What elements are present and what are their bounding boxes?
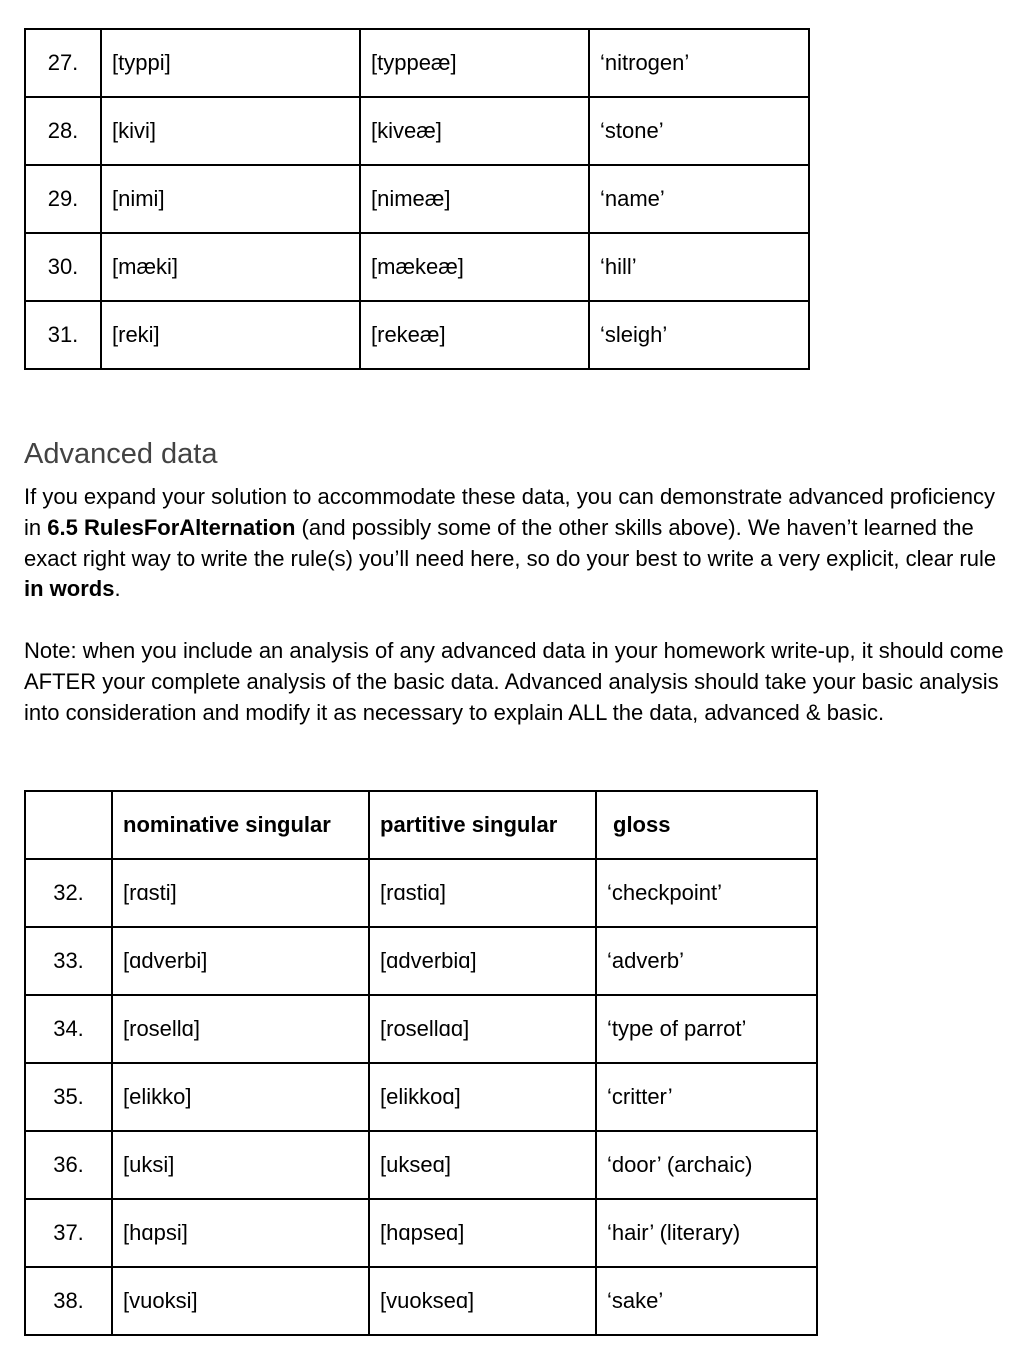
- gloss-cell: ‘type of parrot’: [596, 995, 817, 1063]
- gloss-cell: ‘sleigh’: [589, 301, 809, 369]
- gloss-cell: ‘hair’ (literary): [596, 1199, 817, 1267]
- nominative-cell: [vuoksi]: [112, 1267, 369, 1335]
- nominative-cell: [mæki]: [101, 233, 360, 301]
- basic-data-table: [24, 28, 810, 370]
- gloss-cell: ‘name’: [589, 165, 809, 233]
- nominative-cell: [rɑsti]: [112, 859, 369, 927]
- table-row: [25, 165, 809, 233]
- gloss-cell: ‘stone’: [589, 97, 809, 165]
- partitive-cell: [ukseɑ]: [369, 1131, 596, 1199]
- gloss-cell: ‘nitrogen’: [589, 29, 809, 97]
- table-row: [25, 301, 809, 369]
- row-number: 36.: [25, 1131, 112, 1199]
- row-number: 28.: [25, 97, 101, 165]
- partitive-cell: [elikkoɑ]: [369, 1063, 596, 1131]
- row-number: 35.: [25, 1063, 112, 1131]
- row-number: 29.: [25, 165, 101, 233]
- header-nominative: nominative singular: [112, 791, 369, 859]
- partitive-cell: [typpeæ]: [360, 29, 589, 97]
- row-number: 32.: [25, 859, 112, 927]
- gloss-cell: ‘adverb’: [596, 927, 817, 995]
- note-paragraph: Note: when you include an analysis of any advanced data in your homework write-up, it should come AFTER your complete analysis of the basic data. Advanced analysis should take your basic analysis into consideration and modify it as necessary to explain ALL the data, advanced & basic.: [24, 638, 1004, 725]
- nominative-cell: [nimi]: [101, 165, 360, 233]
- partitive-cell: [rekeæ]: [360, 301, 589, 369]
- table-row: [25, 29, 809, 97]
- table-header-row: [25, 791, 817, 859]
- row-number: 38.: [25, 1267, 112, 1335]
- nominative-cell: [elikko]: [112, 1063, 369, 1131]
- table-row: [25, 233, 809, 301]
- advanced-data-table: [24, 790, 818, 1336]
- table-row: [25, 995, 817, 1063]
- nominative-cell: [hɑpsi]: [112, 1199, 369, 1267]
- gloss-cell: ‘checkpoint’: [596, 859, 817, 927]
- partitive-cell: [mækeæ]: [360, 233, 589, 301]
- table-row: [25, 859, 817, 927]
- intro-text-continued: (and possibly some of the other skills above). We haven’t learned the exact right way to write the rule(s) you’ll need here, so do your best to write a very explicit, clear rule: [24, 514, 997, 571]
- row-number: 30.: [25, 233, 101, 301]
- row-number: 37.: [25, 1199, 112, 1267]
- partitive-cell: [nimeæ]: [360, 165, 589, 233]
- partitive-cell: [hɑpseɑ]: [369, 1199, 596, 1267]
- table-row: [25, 1199, 817, 1267]
- section-heading: Advanced data: [24, 438, 218, 470]
- header-number: [25, 791, 112, 859]
- table-row: [25, 1267, 817, 1335]
- header-partitive: partitive singular: [369, 791, 596, 859]
- header-gloss: gloss: [596, 791, 817, 859]
- table-row: [25, 927, 817, 995]
- gloss-cell: ‘sake’: [596, 1267, 817, 1335]
- row-number: 31.: [25, 301, 101, 369]
- gloss-cell: ‘critter’: [596, 1063, 817, 1131]
- partitive-cell: [rɑstiɑ]: [369, 859, 596, 927]
- nominative-cell: [uksi]: [112, 1131, 369, 1199]
- nominative-cell: [reki]: [101, 301, 360, 369]
- partitive-cell: [kiveæ]: [360, 97, 589, 165]
- table-row: [25, 1063, 817, 1131]
- partitive-cell: [rosellɑɑ]: [369, 995, 596, 1063]
- table-row: [25, 1131, 817, 1199]
- gloss-cell: ‘door’ (archaic): [596, 1131, 817, 1199]
- intro-text: If you expand your solution to accommodate these data, you can demonstrate advanced proficiency in: [24, 484, 996, 540]
- nominative-cell: [rosellɑ]: [112, 995, 369, 1063]
- nominative-cell: [ɑdverbi]: [112, 927, 369, 995]
- partitive-cell: [vuokseɑ]: [369, 1267, 596, 1335]
- skill-name: 6.5 RulesForAlternation: [47, 514, 296, 540]
- row-number: 33.: [25, 927, 112, 995]
- nominative-cell: [typpi]: [101, 29, 360, 97]
- intro-text-end: .: [114, 576, 121, 602]
- emphasis-text: in words: [24, 576, 115, 602]
- table-row: [25, 97, 809, 165]
- intro-paragraph: [24, 482, 1004, 605]
- partitive-cell: [ɑdverbiɑ]: [369, 927, 596, 995]
- row-number: 34.: [25, 995, 112, 1063]
- nominative-cell: [kivi]: [101, 97, 360, 165]
- gloss-cell: ‘hill’: [589, 233, 809, 301]
- row-number: 27.: [25, 29, 101, 97]
